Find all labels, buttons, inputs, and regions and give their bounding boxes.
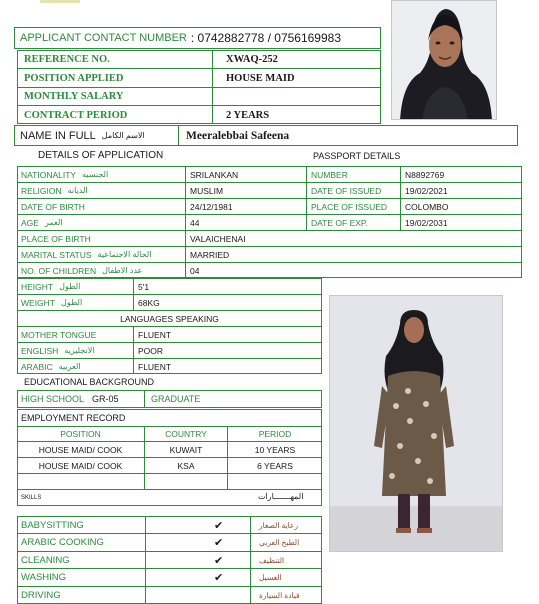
details-heading: DETAILS OF APPLICATION (38, 150, 164, 161)
detail-value-height: 5'1 (138, 281, 150, 292)
employment-row-1-position: HOUSE MAID/ COOK (38, 444, 123, 455)
detail-label-weight: WEIGHT الطول (21, 297, 83, 308)
skill-arabic-babysitting: رعاية الصغار (259, 520, 298, 530)
employment-heading: EMPLOYMENT RECORD (21, 412, 126, 423)
passport-value-expiry: 19/02/2031 (405, 217, 448, 228)
detail-label-age: AGE العمر (21, 217, 63, 228)
applicant-full-body-photo (329, 295, 503, 552)
language-label-english: ENGLISH الانجليزيه (21, 345, 95, 356)
skill-arabic-cleaning: التنظيف (259, 555, 285, 565)
contact-number-box (14, 27, 381, 49)
passport-heading: PASSPORT DETAILS (313, 151, 401, 161)
summary-value-salary (222, 88, 226, 105)
full-body-illustration (330, 296, 503, 552)
summary-value-position: HOUSE MAID (226, 72, 295, 84)
detail-value-religion: MUSLIM (190, 185, 224, 196)
skill-check-cleaning: ✔ (214, 554, 224, 567)
skill-arabic-driving: قيادة السيارة (259, 590, 300, 600)
language-value-arabic: FLUENT (138, 361, 172, 372)
skill-check-arabic-cooking: ✔ (214, 537, 224, 549)
skill-label-babysitting: BABYSITTING (21, 519, 84, 531)
language-value-english: POOR (138, 345, 164, 356)
detail-label-marital-status: MARITAL STATUS الحالة الاجتماعية (21, 249, 152, 260)
skill-label-driving: DRIVING (21, 589, 61, 601)
skill-label-cleaning: CLEANING (21, 554, 70, 566)
employment-row-1-period: 10 YEARS (254, 444, 296, 455)
employment-row-2-country: KSA (177, 460, 195, 471)
passport-value-number: N8892769 (405, 169, 445, 180)
passport-value-issue-date: 19/02/2021 (405, 185, 448, 196)
detail-label-religion: RELIGION الديانه (21, 185, 88, 196)
summary-label-position: POSITION APPLIED (24, 72, 124, 84)
skills-heading: SKILLS (21, 494, 42, 501)
detail-value-marital-status: MARRIED (190, 249, 230, 260)
passport-label-expiry: DATE OF EXP. (311, 217, 368, 228)
employment-row-2-period: 6 YEARS (257, 460, 293, 471)
employment-row-2-position: HOUSE MAID/ COOK (38, 460, 123, 471)
applicant-portrait-photo (391, 0, 497, 120)
portrait-illustration (392, 1, 497, 120)
detail-label-dob: DATE OF BIRTH (21, 201, 85, 212)
detail-value-weight: 68KG (138, 297, 160, 308)
employment-header-period: PERIOD (258, 429, 292, 439)
top-tab-decoration (40, 0, 80, 3)
skill-label-washing: WASHING (21, 572, 67, 583)
detail-label-nationality: NATIONALITY الجنسيه (21, 169, 109, 180)
skill-check-washing: ✔ (214, 572, 224, 584)
employment-row-1-country: KUWAIT (169, 444, 203, 455)
detail-label-place-of-birth: PLACE OF BIRTH (21, 233, 91, 244)
detail-value-nationality: SRILANKAN (190, 169, 239, 180)
name-label: NAME IN FULL الاسم الكامل (20, 129, 145, 142)
passport-label-number: NUMBER (311, 169, 348, 180)
contact-number-label: APPLICANT CONTACT NUMBER (20, 32, 187, 44)
skill-check-driving (210, 587, 214, 603)
detail-value-dob: 24/12/1981 (190, 201, 233, 212)
employment-header-position: POSITION (60, 429, 101, 439)
skill-arabic-arabic-cooking: الطبخ العربي (259, 538, 300, 547)
summary-label-contract: CONTRACT PERIOD (24, 109, 128, 121)
detail-label-children: NO. OF CHILDREN عدد الاطفال (21, 265, 143, 276)
detail-value-children: 04 (190, 265, 200, 276)
passport-value-issue-place: COLOMBO (405, 201, 449, 212)
passport-label-issue-date: DATE OF ISSUED (311, 185, 382, 196)
skills-heading-arabic: المهـــــــارات (258, 492, 304, 501)
education-level: HIGH SCHOOL GR-05 (21, 394, 119, 404)
detail-value-place-of-birth: VALAICHENAI (190, 233, 246, 244)
detail-label-height: HEIGHT الطول (21, 281, 81, 292)
summary-value-reference: XWAQ-252 (226, 54, 278, 65)
summary-label-reference: REFERENCE NO. (24, 54, 110, 65)
skill-label-arabic-cooking: ARABIC COOKING (21, 537, 104, 548)
passport-label-issue-place: PLACE OF ISSUED (311, 201, 388, 212)
language-label-mother-tongue: MOTHER TONGUE (21, 329, 97, 340)
languages-heading: LANGUAGES SPEAKING (120, 313, 219, 324)
detail-value-age: 44 (190, 217, 200, 228)
employment-header-country: COUNTRY (165, 429, 207, 439)
contact-number-value: : 0742882778 / 0756169983 (190, 31, 342, 45)
education-heading: EDUCATIONAL BACKGROUND (24, 377, 155, 387)
language-value-mother-tongue: FLUENT (138, 329, 172, 340)
education-result: GRADUATE (151, 394, 201, 404)
summary-value-contract: 2 YEARS (226, 109, 270, 121)
skill-check-babysitting: ✔ (214, 519, 224, 532)
language-label-arabic: ARABIC العربيه (21, 361, 81, 372)
skill-arabic-washing: الغسيل (259, 573, 282, 582)
summary-label-salary: MONTHLY SALARY (24, 91, 124, 102)
name-value: Meeralebbai Safeena (186, 129, 290, 142)
